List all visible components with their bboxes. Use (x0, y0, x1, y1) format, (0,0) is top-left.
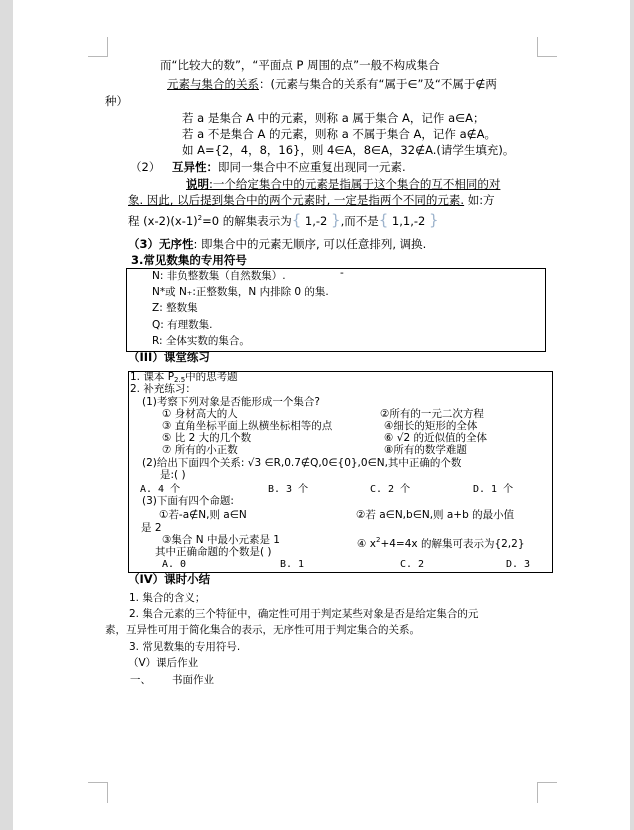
note-label: 说明 (186, 177, 209, 191)
solution-set: 1,-2 (301, 214, 332, 228)
symbol-item: Z: 整数集 (152, 302, 198, 314)
section-heading: 3.常见数集的专用符号 (131, 253, 247, 267)
question-option: ③ 直角坐标平面上纵横坐标相等的点 (162, 420, 333, 432)
example-line: 若 a 不是集合 A 的元素，则称 a 不属于集合 A，记作 a∉A。 (182, 127, 497, 141)
property-number: （2） (130, 160, 161, 174)
answer-option: B. 1 (280, 559, 305, 570)
equation-exponent: 2 (197, 214, 203, 222)
crop-mark-bottom-left (88, 782, 108, 803)
equation-text: 程 (x-2)(x-1) (128, 214, 198, 228)
property-text: : 即集合中的元素无顺序, 可以任意排列, 调换. (193, 237, 427, 251)
question-text-cont: 是:( ) (160, 469, 186, 481)
answer-option: B. 3 个 (268, 484, 309, 495)
note-line (186, 177, 500, 191)
crop-mark-bottom-right (537, 782, 557, 803)
proposition (357, 534, 525, 550)
question-option: ⑤ 比 2 大的几个数 (162, 432, 252, 444)
note-text: :一个给定集合中的元素是指属于这个集合的互不相同的对 (209, 177, 501, 191)
proposition: ②若 a∈N,b∈N,则 a+b 的最小值 (356, 509, 515, 521)
question-option: ⑧所有的数学难题 (384, 444, 467, 456)
proposition-text: ④ x (357, 538, 376, 550)
question: (3)下面有四个命题: (142, 495, 234, 507)
proposition: ①若-a∉N,则 a∈N (159, 509, 247, 521)
text-line: 而“比较大的数”，“平面点 P 周围的点”一般不构成集合 (160, 58, 440, 72)
answer-option: D. 1 个 (473, 484, 514, 495)
property-title: （3）无序性 (128, 237, 194, 251)
brace-close: } (331, 211, 341, 229)
practice-text: 中的思考题 (185, 371, 238, 383)
crop-mark-top-left (88, 37, 108, 57)
property-line (172, 160, 406, 174)
question-option: ②所有的一元二次方程 (380, 408, 484, 420)
practice-line: 2. 补充练习： (130, 383, 196, 395)
proposition-cont: 是 2 (141, 522, 162, 534)
proposition: ③集合 N 中最小元素是 1 (162, 534, 280, 546)
example-line: 如 A={2，4，8，16}，则 4∈A，8∈A，32∉A.(请学生填充)。 (182, 143, 515, 157)
answer-option: A. 4 个 (140, 484, 181, 495)
question: 其中正确命题的个数是( ) (155, 546, 272, 558)
question-option: ① 身材高大的人 (162, 408, 238, 420)
answer-option: D. 3 (506, 559, 531, 570)
note-line (128, 193, 495, 207)
property-text: 即同一集合中不应重复出现同一元素. (218, 160, 406, 174)
relation-line (167, 77, 497, 91)
relation-title: 元素与集合的关系 (167, 77, 259, 91)
relation-text-cont: 种） (105, 94, 128, 108)
symbol-item: R: 全体实数的集合。 (152, 335, 250, 347)
summary-item: 2. 集合元素的三个特征中，确定性可用于判定某些对象是否是给定集合的元 (129, 608, 479, 620)
question-option: ⑥ √2 的近似值的全体 (384, 432, 487, 444)
dash-mark: - (340, 267, 344, 279)
wrong-set: 1,1,-2 (388, 214, 430, 228)
brace-open: { (378, 211, 389, 229)
summary-item-cont: 素，互异性可用于简化集合的表示，无序性可用于判定集合的关系。 (105, 624, 420, 636)
equation-line (128, 211, 439, 228)
proposition-text: +4=4x 的解集可表示为{2,2} (380, 538, 525, 550)
practice-text: 1. 课本 P (130, 371, 175, 383)
exponent: 2 (375, 536, 381, 544)
symbol-item: N*或 N₊:正整数集，N 内排除 0 的集. (152, 286, 329, 298)
question-option: ⑦ 所有的小正数 (162, 444, 238, 456)
answer-option: C. 2 个 (370, 484, 411, 495)
section-heading: （III）课堂练习 (128, 350, 210, 364)
brace-open: { (291, 211, 302, 229)
summary-item: 3. 常见数集的专用符号. (129, 641, 241, 653)
summary-item: 1. 集合的含义； (129, 592, 206, 604)
symbol-item: Q: 有理数集. (152, 319, 213, 331)
symbol-item: N: 非负整数集（自然数集）. (152, 270, 286, 282)
homework-number: 一、 (130, 674, 151, 686)
relation-text: ：(元素与集合的关系有“属于∈”及“不属于∉两 (259, 77, 497, 91)
note-text: 象. 因此, 以后提到集合中的两个元素时, 一定是指两个不同的元素. (128, 193, 465, 207)
equation-text: =0 的解集表示为 (202, 214, 292, 228)
property-line (128, 237, 426, 251)
brace-close: } (429, 211, 439, 229)
answer-option: C. 2 (400, 559, 425, 570)
section-heading: （V）课后作业 (128, 657, 199, 669)
note-text: 如:方 (464, 193, 495, 207)
question: (2)给出下面四个关系: √3 ∈R,0.7∉Q,0∈{0},0∈N,其中正确的个数 (142, 457, 462, 469)
property-title: 互异性： (172, 160, 218, 174)
section-heading: （IV）课时小结 (128, 572, 211, 586)
example-line: 若 a 是集合 A 中的元素，则称 a 属于集合 A，记作 a∈A； (182, 111, 485, 125)
question: (1)考察下列对象是否能形成一个集合? (142, 396, 320, 408)
crop-mark-top-right (537, 37, 557, 57)
page-subscript: 2.5 (174, 376, 186, 384)
answer-option: A. 0 (162, 559, 187, 570)
homework-item: 书面作业 (172, 674, 214, 686)
equation-text: ,而不是 (340, 214, 379, 228)
question-option: ④细长的矩形的全体 (384, 420, 478, 432)
